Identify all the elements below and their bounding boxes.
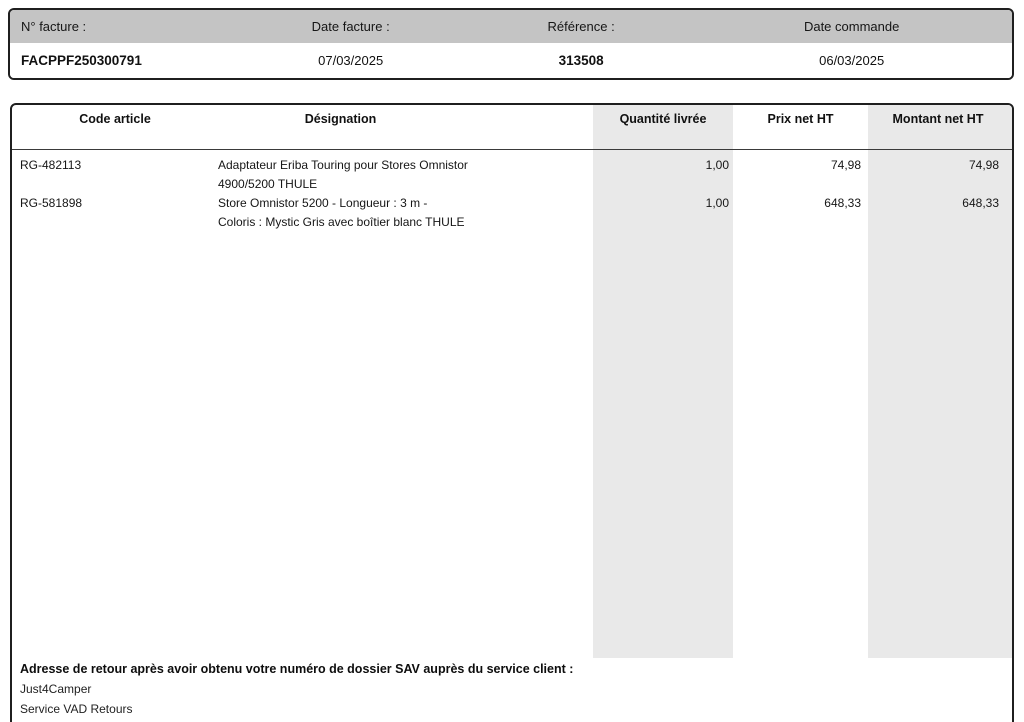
items-table-header-row [12, 105, 1012, 149]
item-quantity: 1,00 [705, 158, 729, 172]
invoice-number-label: N° facture : [21, 19, 87, 34]
table-row [12, 156, 1012, 194]
table-row [12, 194, 1012, 232]
item-code: RG-581898 [20, 196, 83, 210]
item-designation: Adaptateur Eriba Touring pour Stores Omnistor 4900/5200 THULE [218, 158, 468, 191]
invoice-date-value: 07/03/2025 [318, 53, 384, 68]
item-code: RG-482113 [20, 158, 82, 172]
items-table [10, 103, 1014, 722]
header-montant-net-ht: Montant net HT [892, 112, 984, 126]
reference-value: 313508 [558, 53, 604, 68]
order-date-value: 06/03/2025 [819, 53, 885, 68]
item-designation: Store Omnistor 5200 - Longueur : 3 m - Coloris : Mystic Gris avec boîtier blanc THULE [218, 196, 465, 229]
item-price: 74,98 [830, 158, 861, 172]
invoice-date-label: Date facture : [311, 19, 390, 34]
return-address-title: Adresse de retour après avoir obtenu votre numéro de dossier SAV auprès du service client : [20, 662, 574, 676]
items-table-body [12, 149, 1012, 232]
return-address-company: Just4Camper [20, 682, 92, 696]
reference-label: Référence : [547, 19, 615, 34]
header-quantite-livree: Quantité livrée [619, 112, 707, 126]
item-quantity: 1,00 [705, 196, 729, 210]
invoice-number-value: FACPPF250300791 [21, 53, 142, 68]
header-prix-net-ht: Prix net HT [767, 112, 834, 126]
order-date-label: Date commande [803, 19, 900, 34]
item-price: 648,33 [824, 196, 861, 210]
return-address-section [12, 658, 1012, 719]
invoice-info-header-row [10, 10, 1012, 43]
header-code-article: Code article [79, 112, 151, 126]
invoice-info-value-row [10, 43, 1012, 78]
item-amount: 648,33 [962, 196, 999, 210]
return-address-service: Service VAD Retours [20, 702, 133, 716]
item-amount: 74,98 [968, 158, 999, 172]
header-designation: Désignation [304, 112, 377, 126]
invoice-info-box [8, 8, 1014, 80]
